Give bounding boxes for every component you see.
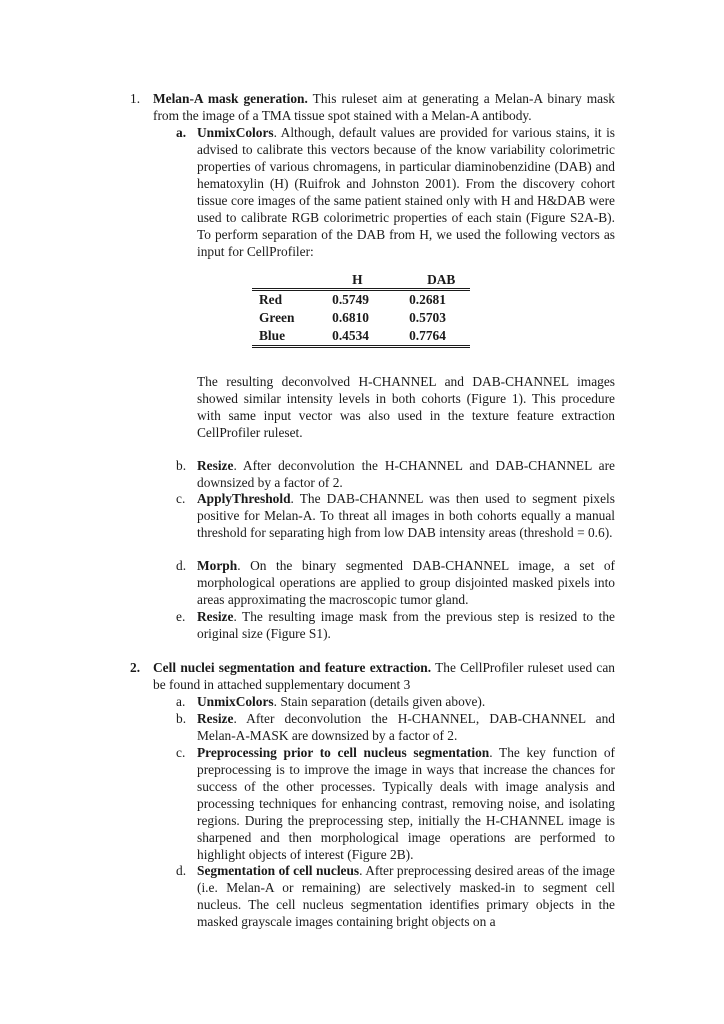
- item-1a-paragraph: [197, 124, 615, 260]
- item-1e-text: . The resulting image mask from the previous step is resized to the original size (Figure S1).: [197, 609, 615, 641]
- item-2d-title: Segmentation of cell nucleus: [197, 863, 360, 878]
- item-1e-title: Resize: [197, 609, 234, 624]
- item-2a-label: a.: [176, 694, 186, 709]
- item-1a-after-table-paragraph: The resulting deconvolved H-CHANNEL and DAB-CHANNEL images showed similar intensity levels in both cohorts (Figure 1). This procedure with same input vector was also used in the texture feature extraction CellProfiler ruleset.: [197, 374, 615, 440]
- section-1-heading-paragraph: [153, 90, 615, 124]
- item-2a-text: . Stain separation (details given above).: [273, 694, 486, 709]
- table-cell: 0.5749: [332, 292, 369, 307]
- item-1d-text: . On the binary segmented DAB-CHANNEL image, a set of morphological operations are applied to group disjointed masked pixels into areas approximating the macroscopic tumor gland.: [197, 558, 615, 607]
- item-1e-paragraph: [197, 608, 615, 642]
- section-2-number: 2.: [130, 660, 141, 675]
- table-header-row: [252, 271, 470, 290]
- item-2b-text: . After deconvolution the H-CHANNEL, DAB-CHANNEL and Melan-A-MASK are downsized by a factor of 2.: [197, 711, 615, 743]
- item-1c-paragraph: [197, 490, 615, 541]
- item-2a-title: UnmixColors: [197, 694, 274, 709]
- item-1d-label: d.: [176, 558, 187, 573]
- table-row: [252, 290, 470, 310]
- section-2-heading-paragraph: [153, 659, 615, 693]
- table-header-cell: [252, 271, 332, 290]
- stain-vector-table: [252, 271, 470, 348]
- item-2b-label: b.: [176, 711, 187, 726]
- item-1a-text: . Although, default values are provided for various stains, it is advised to calibrate this vectors because of the know variability colorimetric properties of various chromagens, in particular diaminobenzidine (DAB) and hematoxylin (H) (Ruifrok and Johnston 2001). From the discovery cohort tissue core images of the same patient stained only with H and H&DAB were used to calibrate RGB colorimetric properties of each stain (Figure S2A-B). To perform separation of the DAB from H, we used the following vectors as input for CellProfiler:: [197, 125, 615, 259]
- table-header-cell: DAB: [409, 271, 470, 290]
- item-1b-label: b.: [176, 458, 187, 473]
- section-1-intro: This ruleset aim at generating a Melan-A binary mask from the image of a TMA tissue spot stained with a Melan-A antibody.: [153, 91, 615, 123]
- item-1a-title: UnmixColors: [197, 125, 274, 140]
- item-1d-paragraph: [197, 557, 615, 608]
- table-cell: 0.7764: [409, 327, 470, 347]
- item-1b-title: Resize: [197, 458, 234, 473]
- item-2b-paragraph: [197, 710, 615, 744]
- item-2d-paragraph: [197, 862, 615, 930]
- item-2c-label: c.: [176, 745, 186, 760]
- table-cell: 0.5703: [409, 310, 446, 325]
- table-row: [252, 327, 470, 347]
- item-2a-paragraph: [197, 693, 615, 710]
- item-1a-label: a.: [176, 125, 187, 140]
- item-1c-text: . The DAB-CHANNEL was then used to segment pixels positive for Melan-A. To threat all images in both cohorts equally a manual threshold for separating high from low DAB intensity areas (threshold = 0.6).: [197, 491, 615, 540]
- table-cell: 0.4534: [332, 327, 409, 347]
- section-2-title: Cell nuclei segmentation and feature extraction.: [153, 660, 432, 675]
- section-1-title: Melan-A mask generation.: [153, 91, 308, 106]
- table-row: [252, 309, 470, 327]
- item-2c-text: . The key function of preprocessing is to improve the image in ways that increase the chances for success of the other processes. Typically deals with image analysis and processing techniques for enhancing contrast, removing noise, and isolating regions. During the preprocessing step, initially the H-CHANNEL image is sharpened and then morphological image operations are performed to highlight objects of interest (Figure 2B).: [197, 745, 615, 862]
- item-2c-title: Preprocessing prior to cell nucleus segmentation: [197, 745, 490, 760]
- item-1b-text: . After deconvolution the H-CHANNEL and DAB-CHANNEL are downsized by a factor of 2.: [197, 458, 615, 490]
- table-cell: Green: [259, 310, 295, 325]
- item-1b-paragraph: [197, 457, 615, 491]
- table-cell: 0.6810: [332, 310, 369, 325]
- item-2d-label: d.: [176, 863, 187, 878]
- table-cell: 0.2681: [409, 292, 446, 307]
- item-1c-title: ApplyThreshold: [197, 491, 291, 506]
- item-2d-text: . After preprocessing desired areas of the image (i.e. Melan-A or remaining) are selectively masked-in to segment cell nucleus. The cell nucleus segmentation identifies primary objects in the masked grayscale images containing bright objects on a: [197, 863, 616, 929]
- item-2c-paragraph: [197, 744, 615, 863]
- table-header-cell: H: [332, 271, 409, 290]
- item-1d-title: Morph: [197, 558, 238, 573]
- item-1c-label: c.: [176, 491, 186, 506]
- item-2b-title: Resize: [197, 711, 234, 726]
- section-1-number: 1.: [130, 91, 141, 106]
- item-1e-label: e.: [176, 609, 186, 624]
- table-cell: Blue: [252, 327, 332, 347]
- section-2-intro: The CellProfiler ruleset used can be found in attached supplementary document 3: [153, 660, 615, 692]
- table-cell: Red: [259, 292, 283, 307]
